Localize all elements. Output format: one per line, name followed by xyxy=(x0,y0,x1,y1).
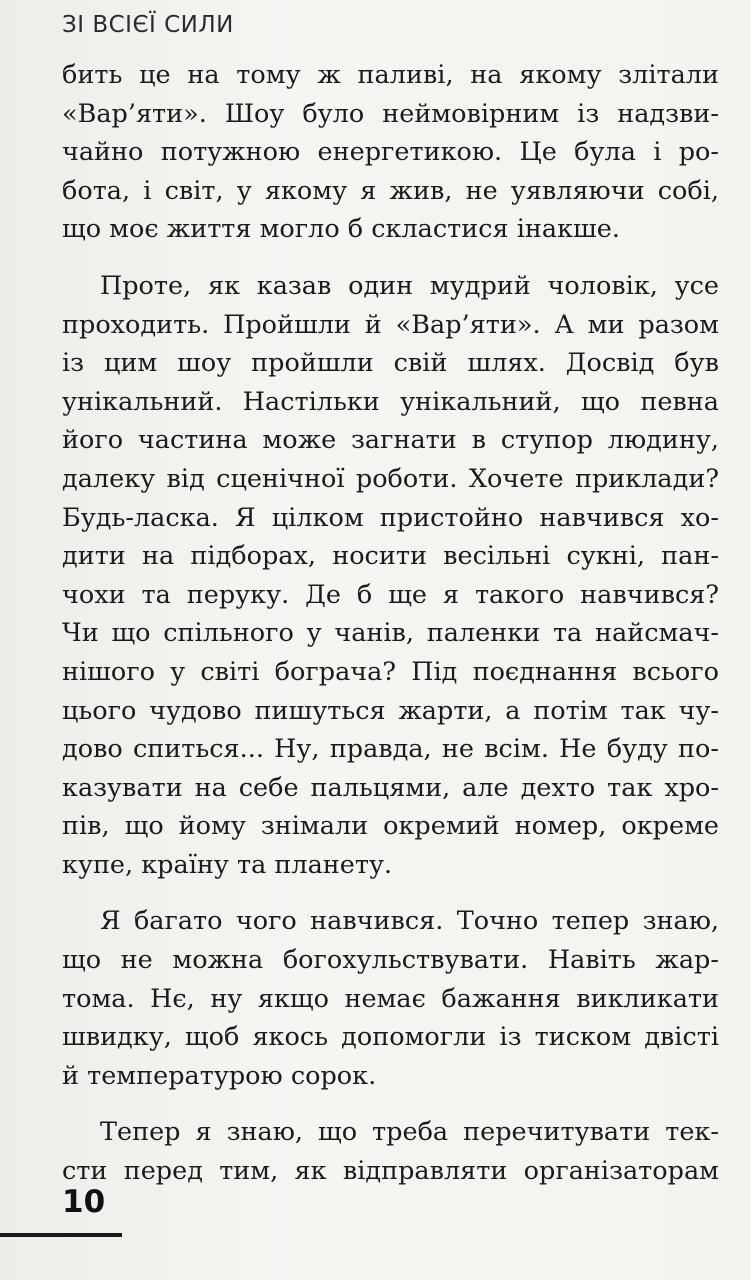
text-line: далеку від сценічної роботи. Хочете приклади? xyxy=(62,463,719,494)
text-line: Я багато чого навчився. Точно тепер знаю, xyxy=(100,906,719,937)
text-line: проходить. Пройшли й «Вар’яти». А ми разом xyxy=(62,309,719,340)
text-line: Проте, як казав один мудрий чоловік, усе xyxy=(100,270,719,301)
text-line: сти перед тим, як відправляти організаторам xyxy=(62,1156,719,1187)
text-line: його частина може загнати в ступор людину, xyxy=(62,425,719,456)
paragraph xyxy=(62,902,719,1095)
text-line: що не можна богохульствувати. Навіть жар- xyxy=(62,945,719,976)
body-text xyxy=(62,56,719,1191)
folio-rule xyxy=(0,1233,122,1237)
text-line: із цим шоу пройшли свій шлях. Досвід був xyxy=(62,348,719,379)
paragraph xyxy=(62,1113,719,1190)
text-line: Тепер я знаю, що треба перечитувати тек- xyxy=(100,1117,719,1148)
running-head: ЗІ ВСІЄЇ СИЛИ xyxy=(62,12,234,38)
text-line: тома. Нє, ну якщо немає бажання викликати xyxy=(62,983,719,1014)
paragraph xyxy=(62,267,719,885)
text-line: бота, і світ, у якому я жив, не уявляючи собі, xyxy=(62,175,719,206)
text-line: швидку, щоб якось допомогли із тиском двісті xyxy=(62,1022,719,1053)
text-line: чохи та перуку. Де б ще я такого навчився? xyxy=(62,579,719,610)
page-number: 10 xyxy=(62,1184,106,1220)
text-line: цього чудово пишуться жарти, а потім так чу- xyxy=(62,695,719,726)
text-line: що моє життя могло б скластися інакше. xyxy=(62,214,620,245)
paragraph xyxy=(62,56,719,249)
text-line: унікальний. Настільки унікальний, що певна xyxy=(62,386,719,417)
text-line: бить це на тому ж паливі, на якому злітали xyxy=(62,60,719,90)
text-line: Будь-ласка. Я цілком пристойно навчився хо- xyxy=(62,502,719,533)
text-line: казувати на себе пальцями, але дехто так хро- xyxy=(62,772,719,803)
text-line: чайно потужною енергетикою. Це була і ро- xyxy=(62,137,719,168)
text-line: пів, що йому знімали окремий номер, окреме xyxy=(62,811,719,842)
text-line: «Вар’яти». Шоу було неймовірним із надзви- xyxy=(62,98,719,129)
text-line: купе, країну та планету. xyxy=(62,849,393,880)
text-line: дити на підборах, носити весільні сукні, пан- xyxy=(62,541,719,572)
text-line: нішого у світі бограча? Під поєднання всього xyxy=(62,656,719,687)
text-line: й температурою сорок. xyxy=(62,1060,377,1091)
text-line: Чи що спільного у чанів, паленки та найсмач- xyxy=(62,618,719,649)
text-line: дово спиться... Ну, правда, не всім. Не буду по- xyxy=(62,734,719,765)
